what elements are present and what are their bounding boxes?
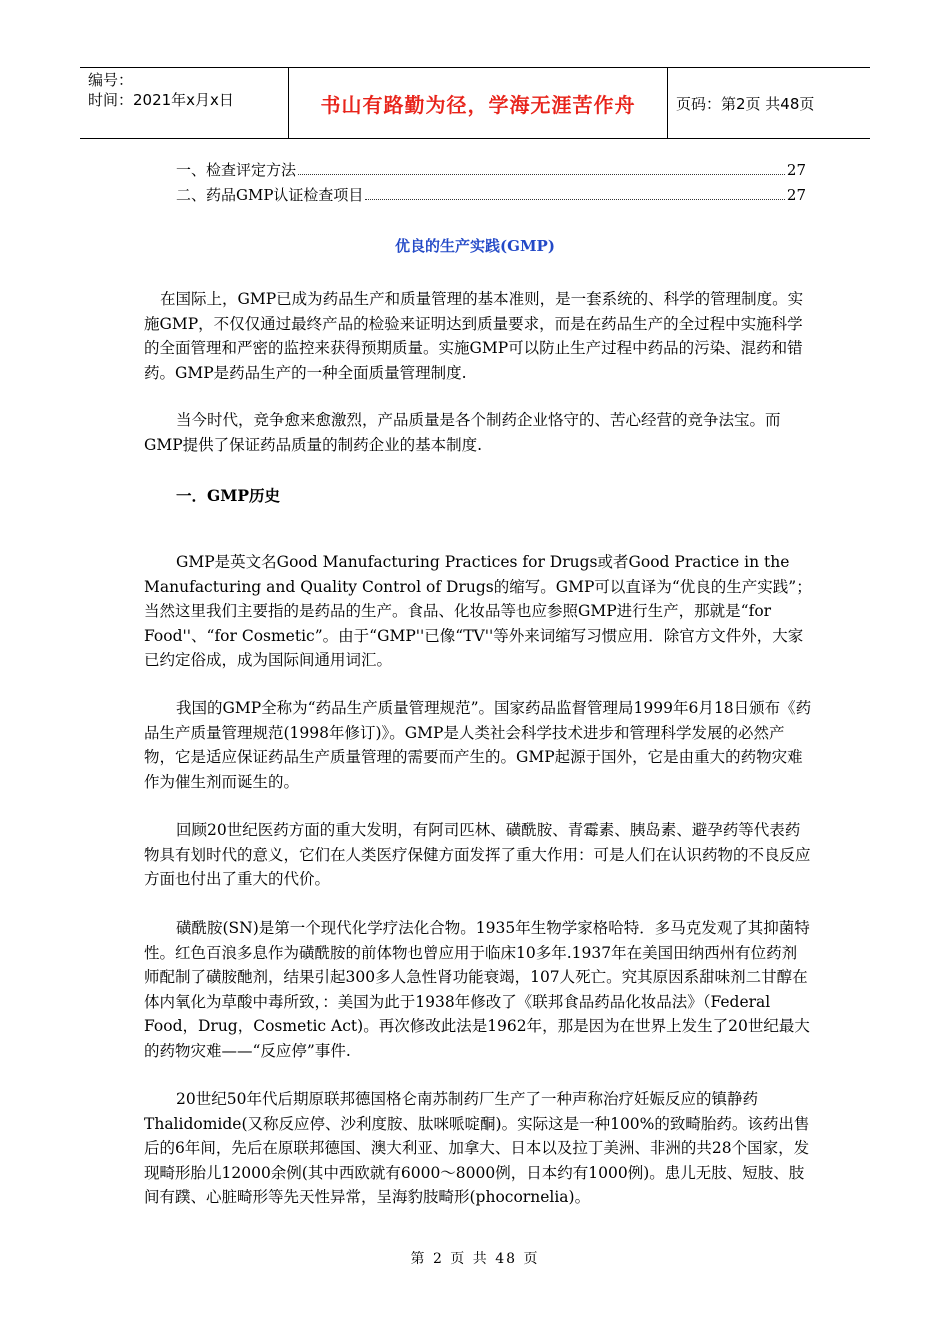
toc-item-page: 27	[786, 161, 806, 179]
toc-leader	[365, 199, 784, 200]
paragraph: 我国的GMP全称为“药品生产质量管理规范”。国家药品监督管理局1999年6月18日颁布《药品生产质量管理规范(1998年修订)》。GMP是人类社会科学技术进步和管理科学发展的必然产物，它是适应保证药品生产质量管理的需要而产生的。GMP起源于国外，它是由重大的药物灾难作为催生剂而诞生的。	[144, 699, 812, 791]
toc-item-page: 27	[786, 186, 806, 204]
toc-leader	[298, 174, 785, 175]
toc-item[interactable]	[176, 185, 806, 210]
paragraph-2-block	[144, 408, 812, 457]
header-meta	[80, 68, 289, 138]
paragraph-7-block	[144, 1087, 812, 1210]
page-header	[80, 67, 870, 139]
document-title: 优良的生产实践(GMP)	[395, 237, 555, 255]
section-heading: 一．GMP历史	[176, 486, 281, 505]
time-label: 时间：2021年x月x日	[88, 91, 234, 109]
paragraph-6-block	[144, 916, 812, 1064]
header-page-info: 页码：第2页 共48页	[676, 94, 815, 113]
paragraph-5-block	[144, 818, 812, 892]
paragraph-1-block	[144, 287, 812, 385]
paragraph-3-block	[144, 550, 812, 673]
paragraph: GMP是英文名Good Manufacturing Practices for Drugs或者Good Practice in the Manufacturing and Quality Control of Drugs的缩写。GMP可以直译为“优良的生产实践”；当然这里我们主要指的是药品的生产。食品、化妆品等也应参照GMP进行生产，那就是“for Food''、“for Cosmetic”。由于“GMP''已像“TV''等外来词缩写习惯应用．除官方文件外，大家已约定俗成，成为国际间通用词汇。	[144, 553, 812, 670]
toc-item-label: 一、检查评定方法	[176, 161, 297, 179]
table-of-contents	[176, 160, 806, 210]
paragraph: 20世纪50年代后期原联邦德国格仑南苏制药厂生产了一种声称治疗妊娠反应的镇静药Thalidomide(又称反应停、沙利度胺、肽咪哌啶酮)。实际这是一种100%的致畸胎药。该药出售后的6年间，先后在原联邦德国、澳大利亚、加拿大、日本以及拉丁美洲、非洲的共28个国家，发现畸形胎儿12000余例(其中西欧就有6000～8000例，日本约有1000例)。患儿无肢、短肢、肢间有蹼、心脏畸形等先天性异常，呈海豹肢畸形(phocornelia)。	[144, 1090, 810, 1207]
paragraph: 磺酰胺(SN)是第一个现代化学疗法化合物。1935年生物学家格哈特．多马克发观了其抑菌特性。红色百浪多息作为磺酰胺的前体物也曾应用于临床10多年.1937年在美国田纳西州有位药剂师配制了磺胺酏剂，结果引起300多人急性肾功能衰竭，107人死亡。究其原因系甜味剂二甘醇在体内氧化为草酸中毒所致，：美国为此于1938年修改了《联邦食品药品化妆品法》（Federal Food，Drug，Cosmetic Act)。再次修改此法是1962年，那是因为在世界上发生了20世纪最大的药物灾难——“反应停”事件.	[144, 919, 810, 1060]
header-motto: 书山有路勤为径，学海无涯苦作舟	[289, 68, 668, 138]
paragraph: 当今时代，竞争愈来愈激烈，产品质量是各个制药企业恪守的、苦心经营的竞争法宝。而GMP提供了保证药品质量的制药企业的基本制度.	[144, 411, 781, 454]
paragraph-4-block	[144, 696, 812, 794]
paragraph: 在国际上，GMP已成为药品生产和质量管理的基本准则，是一套系统的、科学的管理制度。实施GMP，不仅仅通过最终产品的检验来证明达到质量要求，而是在药品生产的全过程中实施科学的全面管理和严密的监控来获得预期质量。实施GMP可以防止生产过程中药品的污染、混药和错药。GMP是药品生产的一种全面质量管理制度.	[144, 290, 804, 382]
toc-item[interactable]	[176, 160, 806, 185]
toc-item-label: 二、药品GMP认证检查项目	[176, 186, 364, 204]
paragraph: 回顾20世纪医药方面的重大发明，有阿司匹林、磺酰胺、青霉素、胰岛素、避孕药等代表药物具有划时代的意义，它们在人类医疗保健方面发挥了重大作用：可是人们在认识药物的不良反应方面也付出了重大的代价。	[144, 821, 811, 889]
page-footer: 第 2 页 共 48 页	[410, 1251, 540, 1267]
number-label: 编号：	[88, 71, 134, 89]
